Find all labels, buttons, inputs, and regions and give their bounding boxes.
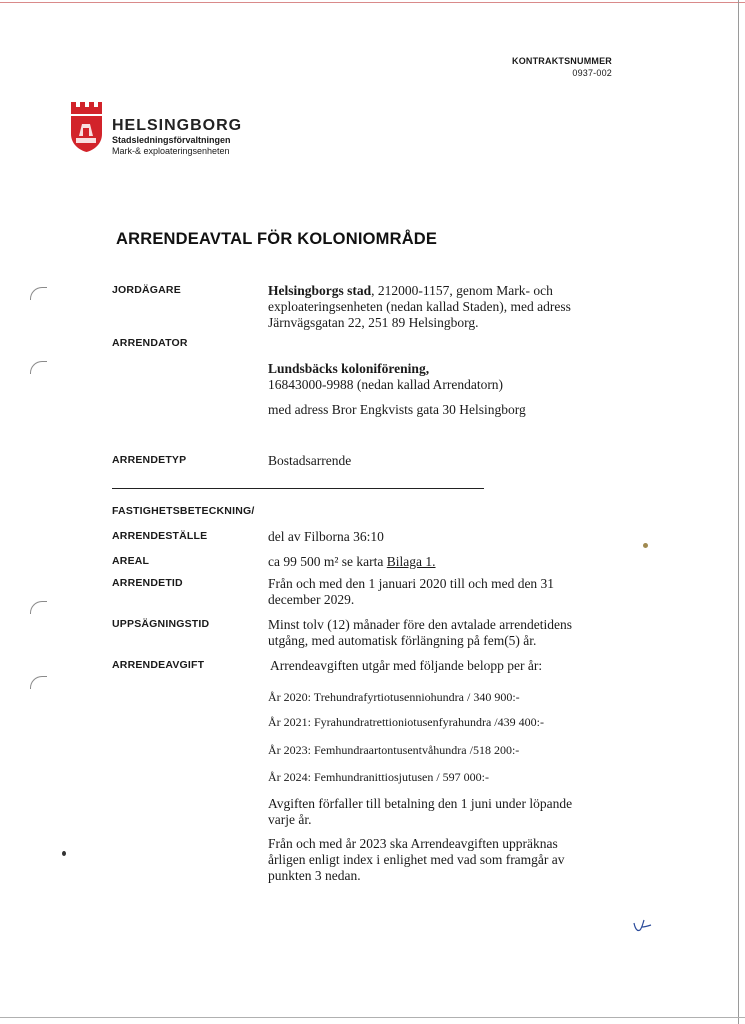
label-arrendetid: ARRENDETID <box>112 577 183 589</box>
label-arrendator: ARRENDATOR <box>112 337 188 349</box>
value-arrendetid <box>268 576 554 608</box>
tenant-line2: 16843000-9988 (nedan kallad Arrendatorn) <box>268 377 504 392</box>
owner-line3: Järnvägsgatan 22, 251 89 Helsingborg. <box>268 315 479 330</box>
fee-index-line3: punkten 3 nedan. <box>268 868 361 883</box>
owner-line1: , 212000-1157, genom Mark- och <box>371 283 553 298</box>
page-edge-top <box>0 2 745 3</box>
fee-due-line2: varje år. <box>268 812 312 827</box>
handwritten-initials <box>632 918 654 934</box>
contract-number-value: 0937-002 <box>572 68 612 78</box>
areal-text: ca 99 500 m² se karta <box>268 554 387 569</box>
value-uppsagningstid <box>268 617 572 649</box>
label-fastighetsbeteckning: FASTIGHETSBETECKNING/ <box>112 505 255 517</box>
label-arrendeavgift: ARRENDEAVGIFT <box>112 659 205 671</box>
uppsagningstid-line1: Minst tolv (12) månader före den avtalade arrendetidens <box>268 617 573 632</box>
unit-name: Mark-& exploateringsenheten <box>112 146 230 156</box>
label-arrendetyp: ARRENDETYP <box>112 454 187 466</box>
fee-row-2021: År 2021: Fyrahundratrettioniotusenfyrahundra /439 400:- <box>268 715 544 729</box>
bilaga-reference: Bilaga 1. <box>386 554 436 569</box>
fee-index-line1: Från och med år 2023 ska Arrendeavgiften uppräknas <box>268 836 558 851</box>
page-edge-bottom <box>0 1017 745 1018</box>
section-divider <box>112 488 484 489</box>
value-jordagare <box>268 283 571 331</box>
arrendeavgift-intro: Arrendeavgiften utgår med följande belopp per år: <box>270 658 543 673</box>
owner-line2: exploateringsenheten (nedan kallad Staden), med adress <box>268 299 571 314</box>
contract-number-label: KONTRAKTSNUMMER <box>512 56 612 66</box>
org-name: HELSINGBORG <box>112 117 243 134</box>
fee-due-text <box>268 796 572 828</box>
scan-speck <box>62 851 66 856</box>
tenant-name: Lundsbäcks koloniförening, <box>268 361 430 376</box>
tenant-address: med adress Bror Engkvists gata 30 Helsingborg <box>268 402 526 417</box>
fee-row-2020: År 2020: Trehundrafyrtiotusenniohundra / 340 900:- <box>268 690 520 704</box>
punch-hole-mark <box>30 601 47 614</box>
uppsagningstid-line2: utgång, med automatisk förlängning på fem(5) år. <box>268 633 537 648</box>
contract-number-block <box>512 55 612 79</box>
label-areal: AREAL <box>112 555 150 567</box>
label-jordagare: JORDÄGARE <box>112 284 181 296</box>
value-arrendator <box>268 361 503 393</box>
arrendetid-line1: Från och med den 1 januari 2020 till och med den 31 <box>268 576 555 591</box>
fee-index-line2: årligen enligt index i enlighet med vad som framgår av <box>268 852 565 867</box>
label-arrendestalle: ARRENDESTÄLLE <box>112 530 208 542</box>
label-uppsagningstid: UPPSÄGNINGSTID <box>112 618 210 630</box>
fee-row-2023: År 2023: Femhundraartontusentvåhundra /518 200:- <box>268 743 520 757</box>
crown-castle-shield-icon <box>70 102 102 152</box>
department-name: Stadsledningsförvaltningen <box>112 135 231 145</box>
scan-speck <box>643 543 648 548</box>
fee-due-line1: Avgiften förfaller till betalning den 1 juni under löpande <box>268 796 573 811</box>
punch-hole-mark <box>30 676 47 689</box>
page-edge-right <box>738 0 739 1024</box>
document-title: ARRENDEAVTAL FÖR KOLONIOMRÅDE <box>116 230 438 248</box>
punch-hole-mark <box>30 287 47 300</box>
owner-name: Helsingborgs stad <box>268 283 372 298</box>
value-arrendestalle: del av Filborna 36:10 <box>268 529 384 544</box>
arrendetid-line2: december 2029. <box>268 592 355 607</box>
value-arrendetyp: Bostadsarrende <box>268 453 352 468</box>
brand-block <box>112 117 242 157</box>
value-areal <box>268 554 436 570</box>
fee-row-2024: År 2024: Femhundranittiosjutusen / 597 000:- <box>268 770 489 784</box>
punch-hole-mark <box>30 361 47 374</box>
fee-index-text <box>268 836 565 884</box>
